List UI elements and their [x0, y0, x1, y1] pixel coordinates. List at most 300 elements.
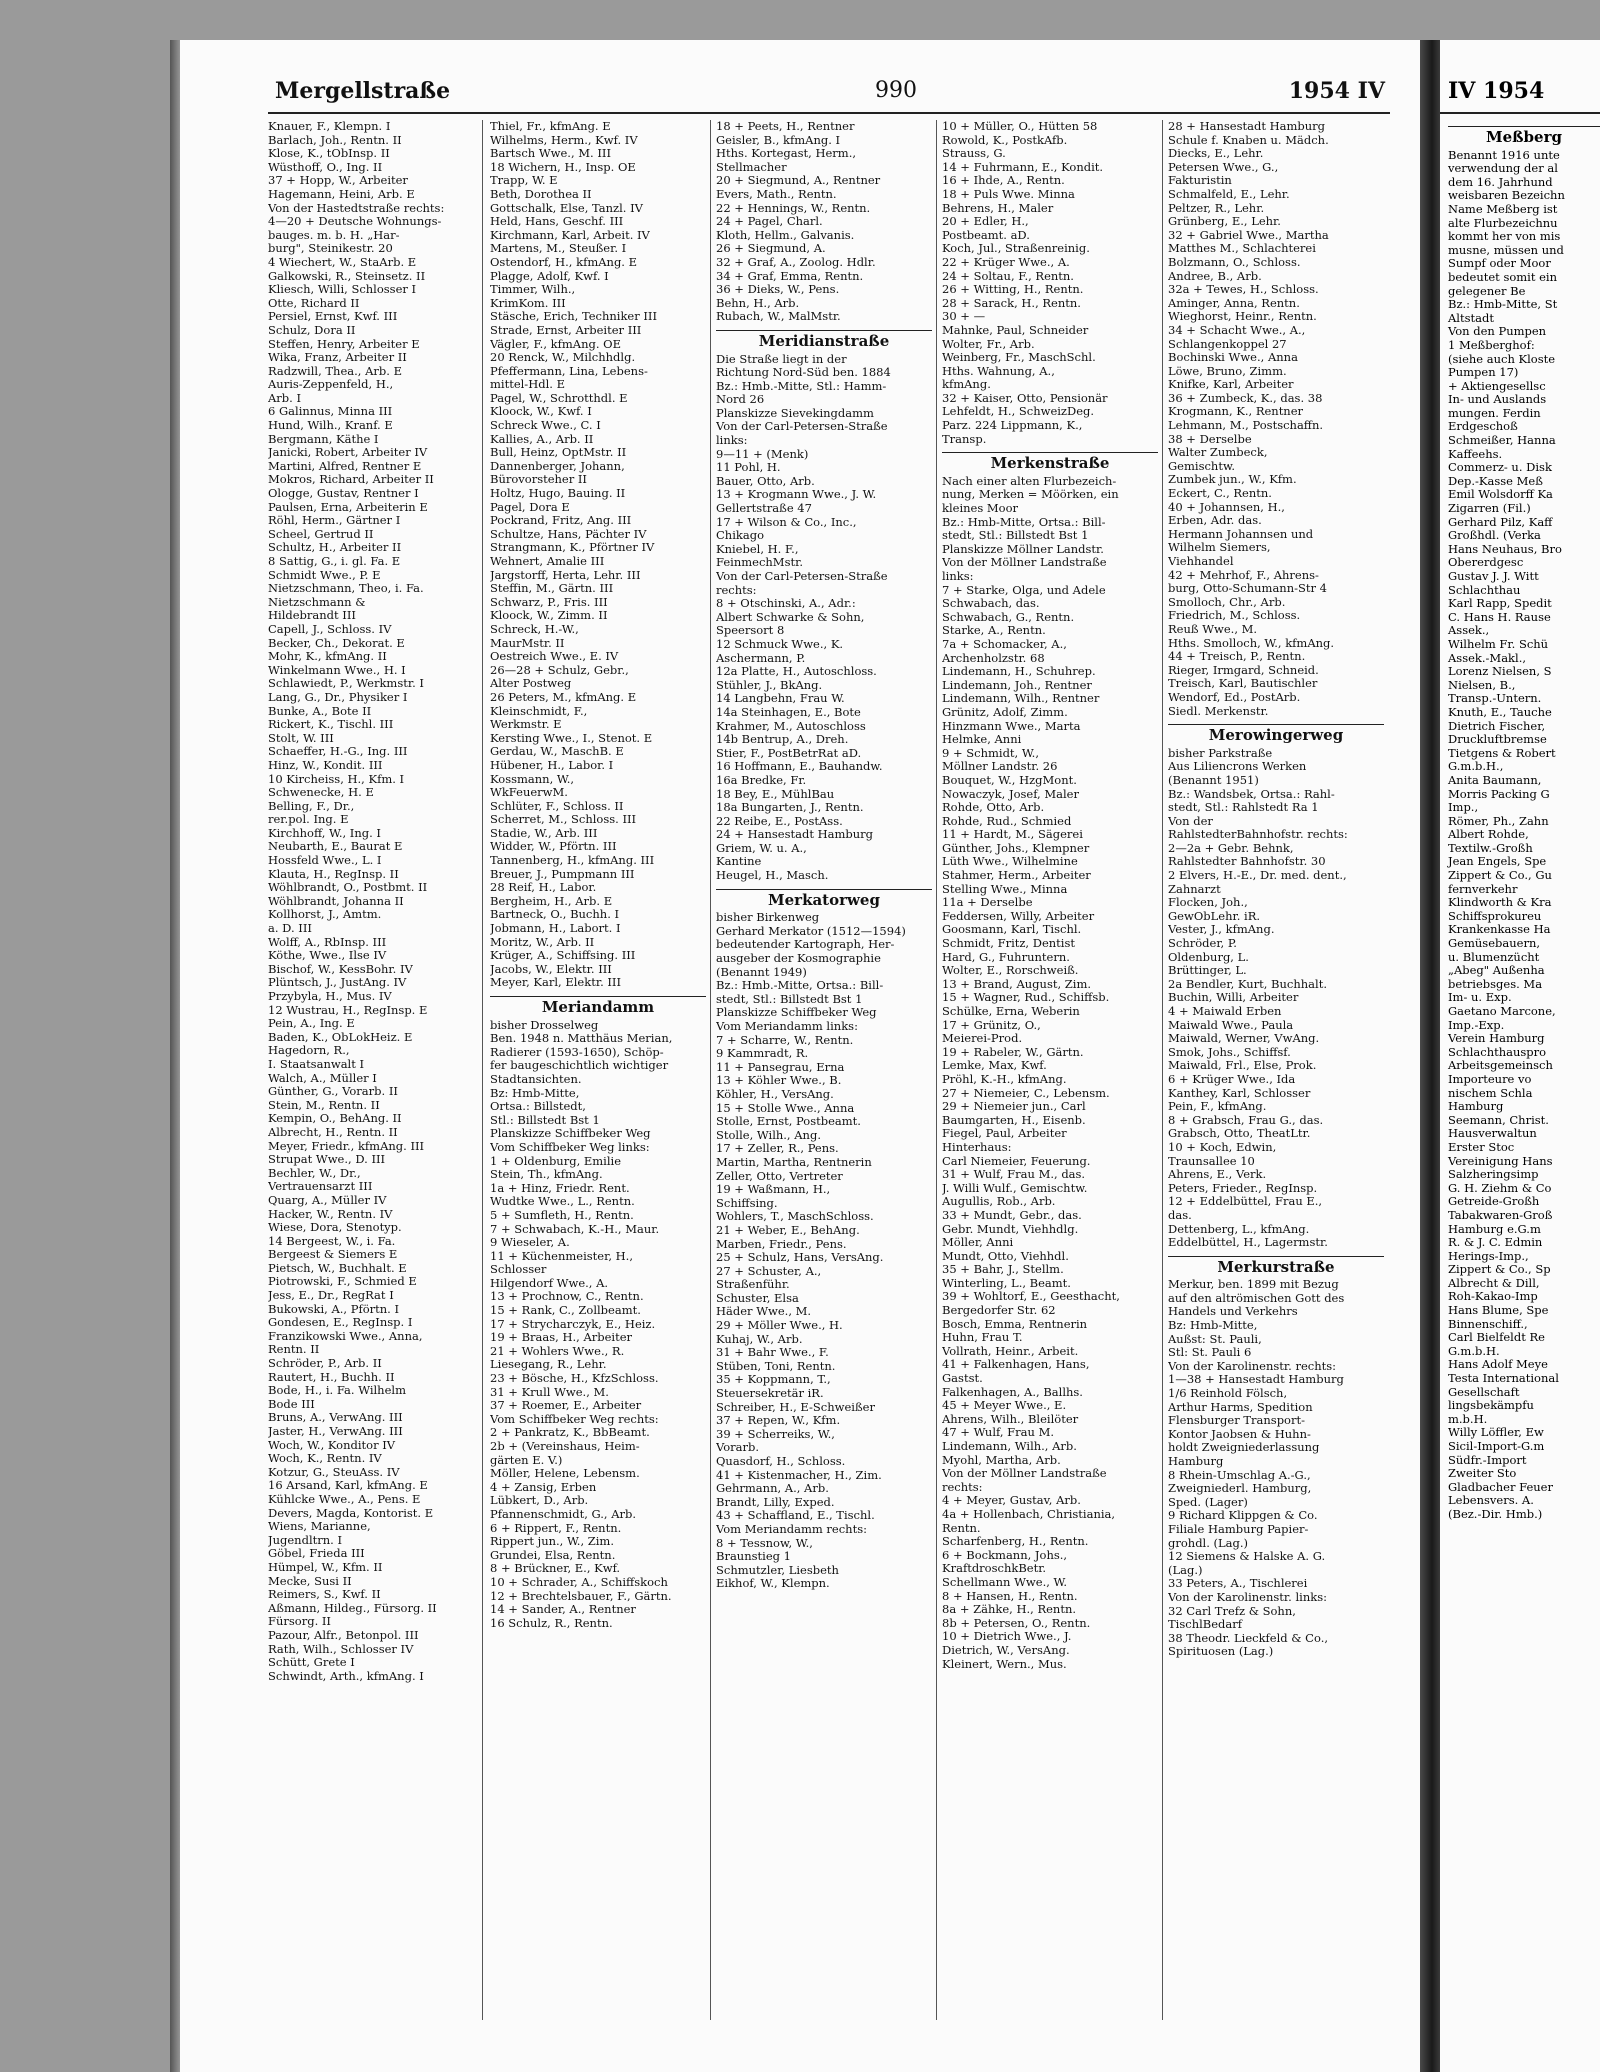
directory-entry: Albert Rohde, — [1448, 827, 1529, 842]
directory-entry: rechts: — [716, 583, 757, 597]
directory-entry: Erdgeschoß — [1448, 419, 1518, 434]
directory-entry: 10 + Müller, O., Hütten 58 — [942, 120, 1098, 133]
directory-entry: Woch, K., Rentn. IV — [268, 1452, 382, 1466]
directory-entry: Pagel, Dora E — [490, 500, 570, 514]
directory-entry: das. — [1168, 1208, 1192, 1222]
directory-entry: Lindemann, Wilh., Rentner — [942, 692, 1100, 706]
directory-entry: Binnenschiff., — [1448, 1316, 1528, 1331]
directory-entry: Treisch, Karl, Bautischler — [1168, 677, 1318, 691]
directory-entry: 4 Wiechert, W., StaArb. E — [268, 255, 417, 269]
directory-entry: Wüsthoff, O., Ing. II — [268, 160, 383, 174]
directory-entry: 1a + Hinz, Friedr. Rent. — [490, 1181, 630, 1195]
directory-entry: Mahnke, Paul, Schneider — [942, 323, 1089, 337]
directory-entry: 5 + Sumfleth, H., Rentn. — [490, 1208, 634, 1222]
directory-entry: Krogmann, K., Rentner — [1168, 405, 1304, 419]
page-number: 990 — [875, 78, 917, 103]
directory-entry: Pein, F., kfmAng. — [1168, 1100, 1267, 1114]
directory-entry: Gehrmann, A., Arb. — [716, 1482, 829, 1496]
directory-entry: Bode, H., i. Fa. Wilhelm — [268, 1384, 406, 1398]
directory-entry: Stüben, Toni, Rentn. — [716, 1359, 836, 1373]
directory-entry: Bochinski Wwe., Anna — [1168, 351, 1298, 365]
facing-page-header: IV 1954 — [1448, 78, 1545, 104]
directory-entry: Köthe, Wwe., Ilse IV — [268, 949, 387, 963]
directory-entry: Stäsche, Erich, Techniker III — [490, 310, 658, 324]
directory-entry: Stahmer, Herm., Arbeiter — [942, 869, 1091, 883]
directory-entry: 38 Theodr. Lieckfeld & Co., — [1168, 1631, 1329, 1645]
directory-entry: Hund, Wilh., Kranf. E — [268, 419, 393, 433]
directory-entry: 19 + Rabeler, W., Gärtn. — [942, 1045, 1084, 1059]
directory-entry: dem 16. Jahrhund — [1448, 174, 1553, 189]
directory-entry: Jacobs, W., Elektr. III — [490, 962, 612, 976]
directory-entry: Kollhorst, J., Amtm. — [268, 908, 382, 922]
directory-entry: Sumpf oder Moor — [1448, 256, 1551, 271]
directory-entry: Martini, Alfred, Rentner E — [268, 459, 422, 473]
directory-entry: Andree, B., Arb. — [1168, 269, 1262, 283]
directory-entry: Ortsa.: Billstedt, — [490, 1100, 586, 1114]
directory-entry: Hausverwaltun — [1448, 1126, 1537, 1141]
directory-entry: KrimKom. III — [490, 296, 566, 310]
directory-entry: Dettenberg, L., kfmAng. — [1168, 1222, 1310, 1236]
directory-entry: 29 + Niemeier jun., Carl — [942, 1100, 1086, 1114]
directory-entry: Krüger, A., Schiffsing. III — [490, 949, 636, 963]
directory-entry: Sped. (Lager) — [1168, 1495, 1248, 1509]
directory-entry: Speersort 8 — [716, 624, 785, 638]
directory-entry: 18 Wichern, H., Insp. OE — [490, 160, 636, 174]
directory-entry: 4 + Maiwald Erben — [1168, 1005, 1282, 1018]
directory-entry: Arb. I — [268, 391, 302, 405]
directory-entry: Pfeffermann, Lina, Lebens- — [490, 364, 648, 378]
directory-entry: 25 + Schulz, Hans, VersAng. — [716, 1251, 884, 1265]
directory-entry: Nietzschmann & — [268, 595, 366, 609]
directory-entry: 10 + Dietrich Wwe., J. — [942, 1630, 1072, 1644]
directory-entry: Erben, Adr. das. — [1168, 514, 1262, 528]
directory-entry: Planskizze Sievekingdamm — [716, 406, 874, 420]
directory-entry: Kossmann, W., — [490, 772, 575, 786]
directory-entry: (Benannt 1949) — [716, 965, 807, 979]
directory-entry: Schellmann Wwe., W. — [942, 1575, 1068, 1589]
directory-entry: Benannt 1916 unte — [1448, 147, 1560, 162]
directory-entry: Ahrens, E., Verk. — [1168, 1168, 1267, 1182]
directory-entry: 32 + Gabriel Wwe., Martha — [1168, 228, 1329, 242]
directory-entry: 17 + Wilson & Co., Inc., — [716, 515, 857, 529]
directory-entry: Schlachthauspro — [1448, 1044, 1547, 1059]
directory-entry: 24 + Soltau, F., Rentn. — [942, 269, 1074, 283]
directory-entry: Altstadt — [1448, 310, 1494, 325]
directory-entry: Von der Karolinenstr. links: — [1168, 1590, 1327, 1604]
directory-entry: Schröder, P., Arb. II — [268, 1357, 382, 1371]
directory-entry: Traunsallee 10 — [1168, 1154, 1255, 1168]
directory-entry: 38 + Derselbe — [1168, 432, 1252, 446]
directory-entry: bisher Birkenweg — [716, 911, 820, 925]
directory-entry: Aschermann, P. — [716, 651, 806, 665]
directory-entry: 31 + Krull Wwe., M. — [490, 1385, 609, 1399]
directory-entry: Obererdgesc — [1448, 555, 1524, 570]
directory-entry: 8b + Petersen, O., Rentn. — [942, 1616, 1091, 1630]
directory-entry: Stadie, W., Arb. III — [490, 826, 598, 840]
directory-entry: Herings-Imp., — [1448, 1248, 1529, 1263]
directory-entry: 16 Schulz, R., Rentn. — [490, 1616, 613, 1630]
directory-entry: Hamburg — [1448, 1099, 1504, 1114]
directory-entry: Südfr.-Import — [1448, 1452, 1527, 1467]
directory-entry: 6 + Bockmann, Johs., — [942, 1548, 1068, 1562]
directory-entry: Zippert & Co., Sp — [1448, 1262, 1551, 1277]
directory-entry: Schultze, Hans, Pächter IV — [490, 527, 647, 541]
directory-entry: Großhdl. (Verka — [1448, 528, 1541, 543]
directory-entry: Sicil-Import-G.m — [1448, 1439, 1545, 1453]
directory-entry: In- und Auslands — [1448, 392, 1547, 407]
directory-entry: 15 + Stolle Wwe., Anna — [716, 1101, 855, 1115]
directory-entry: Hard, G., Fuhruntern. — [942, 950, 1070, 964]
directory-entry: bisher Drosselweg — [490, 1018, 599, 1032]
directory-entry: 11a + Derselbe — [942, 896, 1033, 910]
facing-page-column — [1448, 120, 1600, 1522]
directory-entry: Smok, Johs., Schiffsf. — [1168, 1045, 1291, 1059]
directory-entry: Gesellschaft — [1448, 1384, 1520, 1399]
directory-entry: bauges. m. b. H. „Har- — [268, 228, 400, 242]
directory-entry: Hths. Kortegast, Herm., — [716, 147, 856, 161]
directory-entry: 28 + Hansestadt Hamburg — [1168, 120, 1326, 133]
directory-entry: Wehnert, Amalie III — [490, 555, 605, 568]
directory-entry: Grundei, Elsa, Rentn. — [490, 1548, 616, 1562]
directory-entry: Werkmstr. E — [490, 718, 562, 732]
directory-entry: Bz: Hmb-Mitte, — [1168, 1319, 1258, 1333]
directory-entry: 42 + Mehrhof, F., Ahrens- — [1168, 568, 1319, 582]
directory-entry: 1—38 + Hansestadt Hamburg — [1168, 1373, 1344, 1387]
directory-entry: rechts: — [942, 1480, 983, 1494]
directory-entry: Steffin, M., Gärtn. III — [490, 582, 614, 596]
directory-entry: Schreck Wwe., C. I — [490, 419, 601, 433]
directory-entry: Archenholzstr. 68 — [942, 651, 1045, 665]
directory-entry: Bz.: Hmb-Mitte, Ortsa.: Bill- — [942, 515, 1106, 529]
directory-entry: 28 Reif, H., Labor. — [490, 881, 597, 895]
directory-entry: Vom Meriandamm links: — [716, 1020, 858, 1033]
directory-entry: 17 + Grünitz, O., — [942, 1018, 1041, 1032]
directory-entry: Plagge, Adolf, Kwf. I — [490, 269, 609, 283]
directory-entry: 12 Wustrau, H., RegInsp. E — [268, 1003, 428, 1017]
directory-entry: Bartsch Wwe., M. III — [490, 147, 611, 161]
directory-entry: Grabsch, Otto, TheatLtr. — [1168, 1127, 1311, 1141]
directory-entry: Von der Karolinenstr. rechts: — [1168, 1359, 1337, 1373]
directory-entry: fer baugeschichtlich wichtiger — [490, 1059, 669, 1073]
directory-entry: Schultz, H., Arbeiter II — [268, 541, 402, 555]
directory-entry: 9 + Schmidt, W., — [942, 746, 1039, 760]
directory-entry: 36 + Zumbeck, K., das. 38 — [1168, 391, 1323, 405]
directory-entry: Chikago — [716, 529, 764, 543]
directory-entry: Radzwill, Thea., Arb. E — [268, 364, 402, 378]
directory-entry: 28 + Sarack, H., Rentn. — [942, 296, 1081, 310]
directory-entry: 23 + Bösche, H., KfzSchloss. — [490, 1372, 659, 1386]
directory-entry: 34 + Schacht Wwe., A., — [1168, 323, 1306, 337]
directory-entry: 45 + Meyer Wwe., E. — [942, 1399, 1067, 1413]
directory-entry: Schulz, Dora II — [268, 323, 356, 337]
facing-page — [1440, 40, 1600, 2072]
directory-entry: WkFeuerwM. — [490, 786, 568, 800]
directory-entry: Bz.: Hmb.-Mitte, Stl.: Hamm- — [716, 379, 887, 393]
directory-entry: Meierei-Prod. — [942, 1032, 1023, 1046]
directory-entry: Lüth Wwe., Wilhelmine — [942, 855, 1078, 869]
directory-entry: Schwindt, Arth., kfmAng. I — [268, 1669, 424, 1683]
directory-entry: Gastst. — [942, 1372, 983, 1386]
directory-entry: Friedrich, M., Schloss. — [1168, 609, 1301, 623]
directory-entry: Wieghorst, Heinr., Rentn. — [1168, 310, 1317, 324]
directory-entry: Commerz- u. Disk — [1448, 460, 1552, 475]
directory-entry: 2b + (Vereinshaus, Heim- — [490, 1440, 640, 1453]
directory-entry: Von den Pumpen — [1448, 324, 1547, 339]
directory-entry: 10 + Koch, Edwin, — [1168, 1140, 1277, 1154]
directory-entry: 31 + Wulf, Frau M., das. — [942, 1168, 1086, 1182]
directory-entry: 8 Rhein-Umschlag A.-G., — [1168, 1468, 1311, 1482]
directory-entry: 4 + Meyer, Gustav, Arb. — [942, 1494, 1081, 1508]
directory-entry: Hagedorn, R., — [268, 1044, 350, 1058]
directory-entry: Krahmer, M., Autoschloss — [716, 719, 866, 733]
directory-entry: Nielsen, B., — [1448, 677, 1516, 692]
directory-entry: Von der — [1168, 814, 1213, 828]
directory-entry: Stein, M., Rentn. II — [268, 1098, 380, 1112]
directory-entry: Schwarz, P., Fris. III — [490, 595, 608, 609]
directory-entry: 20 + Edler, H., — [942, 215, 1029, 229]
directory-entry: Schmidt, Fritz, Dentist — [942, 937, 1076, 951]
directory-entry: 19 + Braas, H., Arbeiter — [490, 1331, 633, 1345]
directory-entry: stedt, Stl.: Rahlstedt Ra 1 — [1168, 801, 1319, 815]
directory-entry: Wendorf, Ed., PostArb. — [1168, 690, 1301, 704]
directory-entry: Helmke, Anni — [942, 733, 1022, 747]
directory-entry: Woch, W., Konditor IV — [268, 1438, 396, 1452]
directory-entry: Weinberg, Fr., MaschSchl. — [942, 351, 1096, 365]
directory-entry: Eikhof, W., Klempn. — [716, 1577, 830, 1591]
directory-entry: Schmutzler, Liesbeth — [716, 1563, 839, 1577]
directory-entry: kfmAng. — [942, 378, 991, 392]
running-head-year: 1954 IV — [1288, 78, 1385, 104]
directory-entry: Neubarth, E., Baurat E — [268, 840, 403, 854]
directory-entry: 2a Bendler, Kurt, Buchhalt. — [1168, 977, 1327, 991]
directory-entry: a. D. III — [268, 922, 312, 936]
directory-entry: Martens, M., Steußer. I — [490, 242, 627, 256]
directory-entry: Behn, H., Arb. — [716, 296, 800, 310]
directory-entry: Hamburg e.G.m — [1448, 1221, 1541, 1236]
directory-entry: 36 + Dieks, W., Pens. — [716, 283, 840, 297]
directory-entry: alte Flurbezeichnu — [1448, 215, 1558, 230]
directory-entry: Timmer, Wilh., — [490, 283, 576, 297]
directory-entry: 10 Kircheiss, H., Kfm. I — [268, 772, 405, 786]
directory-entry: 15 + Wagner, Rud., Schiffsb. — [942, 991, 1110, 1005]
directory-entry: Stolt, W. III — [268, 731, 334, 745]
directory-entry: Diecks, E., Lehr. — [1168, 147, 1264, 161]
directory-entry: Auris-Zeppenfeld, H., — [268, 378, 394, 392]
directory-entry: Rentn. — [942, 1521, 981, 1535]
directory-entry: Jess, E., Dr., RegRat I — [268, 1289, 394, 1303]
directory-entry: Im- u. Exp. — [1448, 990, 1512, 1005]
directory-entry: 31 + Bahr Wwe., F. — [716, 1346, 829, 1360]
directory-entry: Winterling, L., Beamt. — [942, 1276, 1071, 1290]
directory-entry: R. & J. C. Edmin — [1448, 1235, 1543, 1250]
directory-entry: 32 + Kaiser, Otto, Pensionär — [942, 391, 1108, 405]
directory-entry: Hans Neuhaus, Bro — [1448, 541, 1562, 556]
directory-entry: Belling, F., Dr., — [268, 799, 355, 813]
directory-entry: Plüntsch, J., JustAng. IV — [268, 976, 407, 990]
directory-entry: 7a + Schomacker, A., — [942, 637, 1067, 651]
directory-entry: 9 Wieseler, A. — [490, 1236, 570, 1250]
directory-entry: Hübener, H., Labor. I — [490, 758, 614, 772]
directory-entry: 11 Pohl, H. — [716, 461, 781, 475]
directory-entry: Bauer, Otto, Arb. — [716, 474, 815, 488]
directory-entry: holdt Zweigniederlassung — [1168, 1441, 1320, 1455]
directory-entry: TischlBedarf — [1168, 1618, 1243, 1632]
directory-entry: Zahnarzt — [1168, 882, 1221, 896]
directory-entry: 14 + Sander, A., Rentner — [490, 1603, 636, 1617]
directory-entry: m.b.H. — [1448, 1411, 1488, 1426]
directory-entry: Wika, Franz, Arbeiter II — [268, 351, 407, 365]
directory-entry: Rohde, Otto, Arb. — [942, 801, 1045, 815]
directory-entry: 13 + Köhler Wwe., B. — [716, 1074, 842, 1088]
directory-entry: MaurMstr. II — [490, 636, 565, 650]
directory-entry: Goosmann, Karl, Tischl. — [942, 923, 1082, 937]
directory-entry: Lindemann, Joh., Rentner — [942, 678, 1092, 692]
directory-entry: Planskizze Schiffbeker Weg — [716, 1006, 877, 1020]
directory-entry: Schlangenkoppel 27 — [1168, 337, 1287, 351]
directory-entry: Matthes M., Schlachterei — [1168, 242, 1316, 256]
directory-entry: Anita Baumann, — [1448, 772, 1542, 787]
directory-entry: 14b Bentrup, A., Dreh. — [716, 733, 849, 747]
directory-entry: links: — [942, 570, 974, 583]
directory-entry: 39 + Scherreiks, W., — [716, 1427, 835, 1441]
directory-entry: 14 + Fuhrmann, E., Kondit. — [942, 160, 1104, 174]
directory-entry: 17 + Zeller, R., Pens. — [716, 1142, 839, 1156]
directory-entry: 12 Siemens & Halske A. G. — [1168, 1550, 1326, 1564]
directory-entry: Rautert, H., Buchh. II — [268, 1370, 395, 1384]
directory-entry: Barlach, Joh., Rentn. II — [268, 133, 402, 147]
directory-entry: 7 + Starke, Olga, und Adele — [942, 583, 1106, 597]
directory-entry: Planskizze Möllner Landstr. — [942, 542, 1104, 556]
directory-entry: Rahlstedter Bahnhofstr. 30 — [1168, 855, 1326, 869]
directory-entry: Mundt, Otto, Viehhdl. — [942, 1249, 1069, 1263]
directory-entry: stedt, Stl.: Billstedt Bst 1 — [942, 529, 1089, 543]
directory-entry: Testa International — [1448, 1371, 1559, 1386]
directory-entry: nung, Merken = Möörken, ein — [942, 488, 1119, 502]
directory-entry: Lang, G., Dr., Physiker I — [268, 690, 408, 704]
directory-entry: 16a Bredke, Fr. — [716, 773, 807, 787]
directory-entry: nischem Schla — [1448, 1085, 1533, 1100]
directory-entry: Schwabach, das. — [942, 597, 1040, 611]
directory-entry: Siedl. Merkenstr. — [1168, 704, 1269, 718]
directory-entry: Schiffsprokureu — [1448, 908, 1542, 923]
directory-entry: Zigarren (Fil.) — [1448, 501, 1531, 516]
directory-entry: 4—20 + Deutsche Wohnungs- — [268, 215, 442, 229]
directory-entry: 27 + Niemeier, C., Lebensm. — [942, 1086, 1110, 1100]
directory-entry: Schiffsing. — [716, 1196, 778, 1210]
directory-entry: 18a Bungarten, J., Rentn. — [716, 801, 864, 815]
directory-entry: gelegener Be — [1448, 283, 1526, 298]
directory-entry: Widder, W., Pförtn. III — [490, 840, 617, 854]
directory-entry: Walter Zumbeck, — [1168, 446, 1268, 460]
directory-entry: Häder Wwe., M. — [716, 1305, 812, 1319]
directory-entry: 9 Richard Klippgen & Co. — [1168, 1509, 1318, 1523]
directory-entry: 8 + Hansen, H., Rentn. — [942, 1589, 1078, 1603]
directory-entry: burg, Otto-Schumann-Str 4 — [1168, 582, 1327, 596]
directory-entry: links: — [716, 434, 748, 448]
book-spine — [1420, 40, 1440, 2072]
directory-entry: 2—2a + Gebr. Behnk, — [1168, 841, 1294, 855]
directory-entry: Maiwald Wwe., Paula — [1168, 1018, 1294, 1032]
directory-entry: Handels und Verkehrs — [1168, 1305, 1298, 1319]
directory-entry: RahlstedterBahnhofstr. rechts: — [1168, 828, 1348, 842]
directory-entry: Jargstorff, Herta, Lehr. III — [490, 568, 641, 582]
directory-entry: Gerhard Pilz, Kaff — [1448, 514, 1553, 529]
directory-entry: Bosch, Emma, Rentnerin — [942, 1317, 1088, 1331]
directory-entry: betriebsges. Ma — [1448, 976, 1543, 991]
directory-entry: Wudtke Wwe., L., Rentn. — [490, 1195, 635, 1209]
directory-entry: Pfannenschmidt, G., Arb. — [490, 1507, 637, 1521]
directory-entry: Hans Adolf Meye — [1448, 1357, 1548, 1372]
directory-entry: Schaeffer, H.-G., Ing. III — [268, 745, 408, 759]
directory-entry: 34 + Graf, Emma, Rentn. — [716, 269, 864, 283]
directory-entry: 37 + Repen, W., Kfm. — [716, 1414, 841, 1428]
directory-entry: Bode III — [268, 1397, 315, 1411]
directory-entry: Druckluftbremse — [1448, 732, 1547, 747]
directory-entry: 26—28 + Schulz, Gebr., — [490, 663, 629, 677]
directory-entry: 11 + Küchenmeister, H., — [490, 1249, 633, 1263]
directory-entry: Assek., — [1448, 623, 1490, 638]
directory-entry: 27 + Schuster, A., — [716, 1264, 822, 1278]
directory-entry: Schütt, Grete I — [268, 1656, 355, 1670]
directory-entry: Martin, Martha, Rentnerin — [716, 1155, 872, 1169]
directory-entry: Kniebel, H. F., — [716, 542, 799, 556]
directory-entry: Bartneck, O., Buchh. I — [490, 908, 620, 922]
directory-entry: G. H. Ziehm & Co — [1448, 1180, 1552, 1195]
directory-entry: Breuer, J., Pumpmann III — [490, 867, 635, 881]
directory-entry: 35 + Koppmann, T., — [716, 1373, 831, 1387]
directory-entry: Walch, A., Müller I — [268, 1071, 377, 1085]
directory-entry: 17 + Strycharczyk, E., Heiz. — [490, 1317, 656, 1331]
directory-entry: kleines Moor — [942, 502, 1019, 516]
directory-entry: Quarg, A., Müller IV — [268, 1193, 387, 1207]
directory-entry: Vorarb. — [716, 1441, 760, 1455]
directory-entry: 6 + Krüger Wwe., Ida — [1168, 1072, 1296, 1086]
directory-entry: Kloock, W., Kwf. I — [490, 405, 592, 419]
directory-entry: Kirchmann, Karl, Arbeit. IV — [490, 228, 650, 242]
directory-entry: Lübkert, D., Arb. — [490, 1494, 589, 1508]
directory-entry: 11 + Hardt, M., Sägerei — [942, 828, 1083, 842]
directory-entry: Carl Bielfeldt Re — [1448, 1330, 1545, 1345]
directory-entry: Kontor Jaobsen & Huhn- — [1168, 1427, 1311, 1441]
directory-entry: Gellertstraße 47 — [716, 502, 812, 516]
directory-entry: Fakturistin — [1168, 174, 1232, 188]
directory-entry: Strangmann, K., Pförtner IV — [490, 541, 655, 555]
directory-entry: Möller, Helene, Lebensm. — [490, 1467, 640, 1481]
directory-entry: 24 + Pagel, Charl. — [716, 215, 823, 229]
directory-entry: kommt her von mis — [1448, 229, 1561, 244]
directory-entry: Strupat Wwe., D. III — [268, 1153, 386, 1167]
directory-entry: 22 + Hennings, W., Rentn. — [716, 201, 871, 215]
directory-entry: Pietsch, W., Buchhalt. E — [268, 1261, 407, 1275]
directory-entry: Kleinschmidt, F., — [490, 704, 588, 718]
directory-entry: 40 + Johannsen, H., — [1168, 500, 1285, 514]
directory-entry: 20 Renck, W., Milchhdlg. — [490, 351, 636, 365]
directory-entry: Arthur Harms, Spedition — [1168, 1400, 1313, 1414]
directory-entry: Oestreich Wwe., E. IV — [490, 650, 619, 664]
directory-entry: 37 + Roemer, E., Arbeiter — [490, 1399, 642, 1413]
directory-entry: Assek.-Makl., — [1448, 650, 1527, 665]
directory-entry: 18 Bey, E., MühlBau — [716, 787, 835, 801]
directory-entry: (siehe auch Kloste — [1448, 351, 1556, 366]
directory-entry: Przybyla, H., Mus. IV — [268, 990, 392, 1003]
directory-entry: 2 Elvers, H.-E., Dr. med. dent., — [1168, 869, 1347, 883]
directory-entry: 15 + Rank, C., Zollbeamt. — [490, 1304, 641, 1318]
directory-entry: Löwe, Bruno, Zimm. — [1168, 364, 1287, 378]
columns — [268, 120, 1390, 2040]
directory-entry: Hilgendorf Wwe., A. — [490, 1276, 609, 1290]
directory-entry: 33 Peters, A., Tischlerei — [1168, 1577, 1308, 1591]
directory-entry: Knuth, E., Tauche — [1448, 704, 1552, 719]
